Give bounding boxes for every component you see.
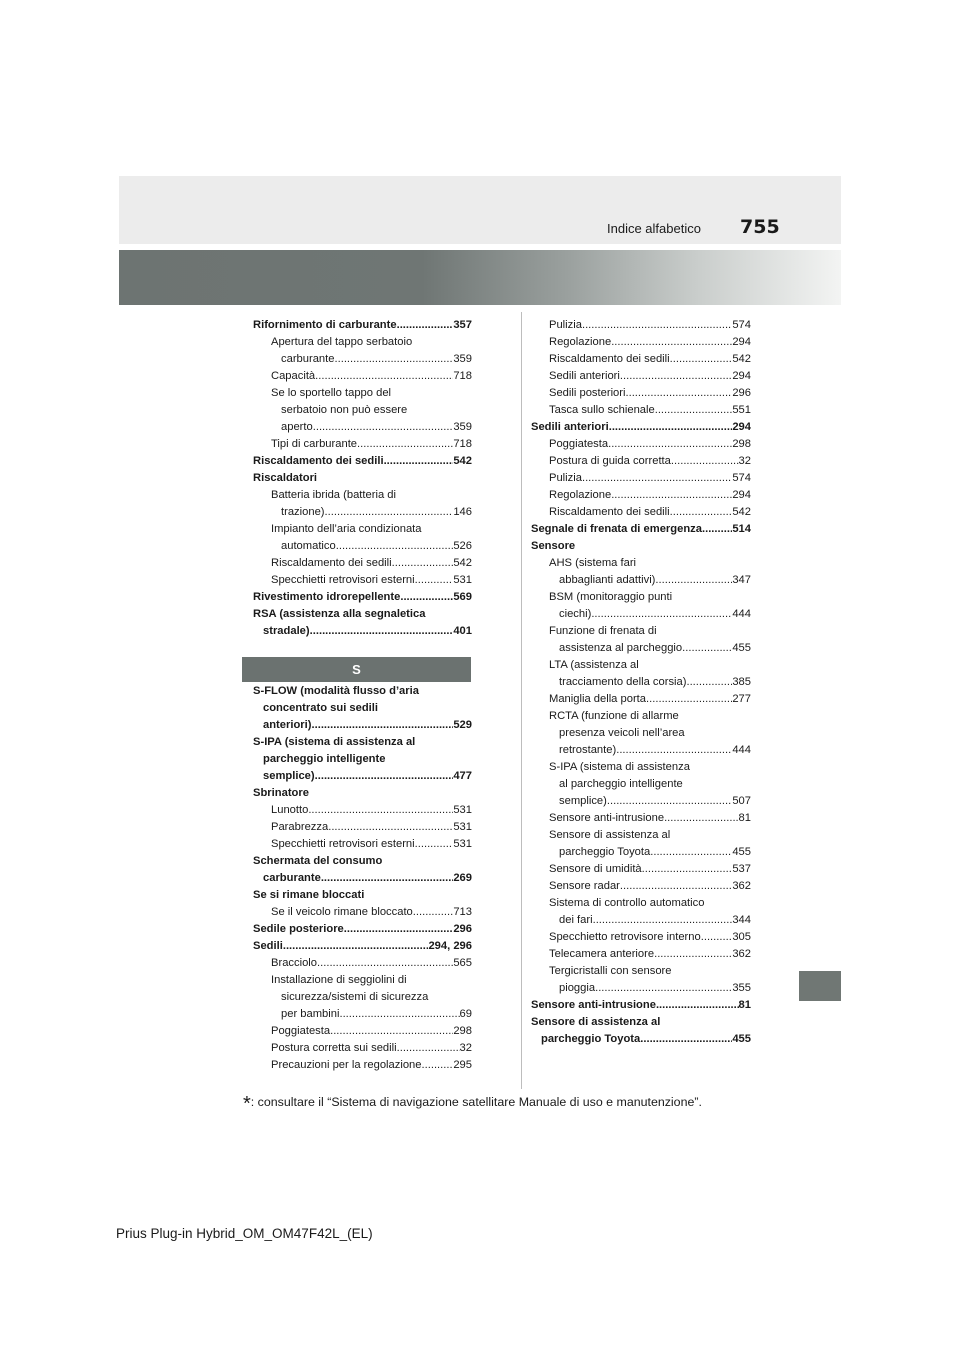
index-entry-page: 359	[453, 421, 472, 433]
index-entry-term: pioggia	[559, 982, 596, 994]
dot-leader	[335, 351, 454, 368]
index-entry	[253, 683, 472, 734]
index-entry-line: Impianto dell’aria condizionata	[271, 523, 422, 535]
index-entry-line: Sensore	[531, 540, 576, 552]
index-entry-term: Specchietto retrovisore interno	[549, 931, 701, 943]
index-entry-term: assistenza al parcheggio	[559, 642, 683, 654]
dot-leader	[283, 938, 429, 955]
index-entry-term: carburante	[281, 353, 335, 365]
index-entry-line: Sensore di assistenza al	[531, 1016, 661, 1028]
index-entry-page: 401	[453, 625, 472, 637]
index-entry-term: Regolazione	[549, 489, 612, 501]
index-entry-term: Riscaldamento dei sedili	[271, 557, 392, 569]
page-title: Indice alfabetico	[607, 221, 701, 236]
index-entry	[253, 887, 472, 904]
index-entry-term: per bambini	[281, 1008, 340, 1020]
dot-leader	[671, 453, 739, 470]
footnote-text: : consultare il “Sistema di navigazione satellitare Manuale di uso e manutenzione”.	[250, 1095, 702, 1109]
index-entry-line: S-IPA (sistema di assistenza	[549, 761, 690, 773]
index-entry-line: Batteria ibrida (batteria di	[271, 489, 396, 501]
index-entry-line: concentrato sui sedili	[263, 702, 379, 714]
index-entry-line: Sbrinatore	[253, 787, 309, 799]
dot-leader	[384, 453, 454, 470]
index-entry-page: 507	[732, 795, 751, 807]
index-entry-page: 294	[732, 336, 751, 348]
index-entry-term: carburante	[263, 872, 321, 884]
index-entry-page: 718	[453, 438, 472, 450]
dot-leader	[646, 691, 732, 708]
index-entry-term: tracciamento della corsia)	[559, 676, 687, 688]
dot-leader	[654, 946, 732, 963]
index-entry	[253, 572, 472, 589]
index-entry-page: 294	[732, 489, 751, 501]
index-entry-page: 294	[732, 421, 751, 433]
index-entry	[531, 334, 751, 351]
dot-leader	[686, 674, 732, 691]
dot-leader	[642, 861, 733, 878]
index-entry-term: aperto	[281, 421, 313, 433]
index-entry	[531, 895, 751, 929]
index-entry	[253, 921, 472, 938]
index-entry-term: Precauzioni per la regolazione	[271, 1059, 422, 1071]
index-entry	[531, 691, 751, 708]
dot-leader	[582, 470, 732, 487]
dot-leader	[616, 742, 732, 759]
dot-leader	[670, 351, 733, 368]
index-entry-page: 526	[453, 540, 472, 552]
index-entry-page: 542	[453, 455, 472, 467]
dot-leader	[640, 1031, 732, 1048]
index-entry-term: Bracciolo	[271, 957, 318, 969]
dot-leader	[330, 1023, 453, 1040]
page-number: 755	[740, 216, 780, 238]
section-letter-s: S	[242, 657, 471, 682]
dot-leader	[308, 802, 453, 819]
index-entry-term: retrostante)	[559, 744, 617, 756]
index-entry	[531, 623, 751, 657]
index-entry-term: parcheggio Toyota	[541, 1033, 641, 1045]
index-entry	[253, 453, 472, 470]
index-entry-term: Se il veicolo rimane bloccato	[271, 906, 413, 918]
index-entry-page: 146	[453, 506, 472, 518]
index-entry-line: presenza veicoli nell’area	[559, 727, 685, 739]
index-entry-line: Tergicristalli con sensore	[549, 965, 672, 977]
index-entry-term: Rifornimento di carburante	[253, 319, 397, 331]
dot-leader	[422, 1057, 454, 1074]
index-entry-line: Sensore di assistenza al	[549, 829, 671, 841]
index-entry-term: Pulizia	[549, 472, 582, 484]
dot-leader	[313, 419, 454, 436]
dot-leader	[317, 955, 453, 972]
index-entry-term: Sensore di umidità	[549, 863, 642, 875]
index-entry-term: Tasca sullo schienale	[549, 404, 655, 416]
index-entry-page: 32	[459, 1042, 472, 1054]
index-entry-page: 295	[453, 1059, 472, 1071]
index-entry-page: 344	[732, 914, 751, 926]
index-entry-page: 298	[732, 438, 751, 450]
index-entry	[253, 334, 472, 368]
dot-leader	[656, 997, 739, 1014]
index-entry-line: parcheggio intelligente	[263, 753, 386, 765]
index-entry-line: Schermata del consumo	[253, 855, 383, 867]
index-entry-term: Tipi di carburante	[271, 438, 358, 450]
index-entry	[531, 317, 751, 334]
header-gradient-bar	[119, 250, 841, 305]
index-entry	[531, 827, 751, 861]
dot-leader	[321, 870, 454, 887]
index-entry	[531, 997, 751, 1014]
index-entry	[531, 589, 751, 623]
index-entry-term: Regolazione	[549, 336, 612, 348]
index-entry-term: Segnale di frenata di emergenza	[531, 523, 702, 535]
index-entry-line: al parcheggio intelligente	[559, 778, 683, 790]
index-entry-page: 537	[732, 863, 751, 875]
dot-leader	[591, 606, 732, 623]
index-entry-term: Capacità	[271, 370, 316, 382]
index-entry-term: Sedili	[253, 940, 283, 952]
index-entry-term: Sensore anti-intrusione	[531, 999, 656, 1011]
dot-leader	[611, 487, 732, 504]
index-entry	[531, 368, 751, 385]
column-divider	[521, 312, 522, 1089]
index-entry-term: semplice)	[263, 770, 315, 782]
index-entry-page: 455	[732, 1033, 751, 1045]
index-entry-page: 362	[732, 880, 751, 892]
dot-leader	[593, 912, 733, 929]
index-column-left-bottom	[253, 683, 472, 1074]
index-entry	[253, 802, 472, 819]
index-entry	[531, 402, 751, 419]
index-entry-term: Poggiatesta	[549, 438, 609, 450]
index-entry	[531, 385, 751, 402]
index-entry	[253, 819, 472, 836]
index-entry-page: 531	[453, 804, 472, 816]
dot-leader	[357, 436, 453, 453]
index-entry-term: anteriori)	[263, 719, 312, 731]
index-entry-term: Parabrezza	[271, 821, 329, 833]
index-entry	[531, 946, 751, 963]
document-footer: Prius Plug-in Hybrid_OM_OM47F42L_(EL)	[116, 1226, 373, 1241]
index-entry-line: Installazione di seggiolini di	[271, 974, 407, 986]
index-entry	[253, 555, 472, 572]
index-entry	[531, 555, 751, 589]
index-entry-page: 277	[732, 693, 751, 705]
index-entry	[253, 785, 472, 802]
index-entry-page: 347	[732, 574, 751, 586]
dot-leader	[397, 1040, 460, 1057]
dot-leader	[312, 717, 454, 734]
index-entry-line: RSA (assistenza alla segnaletica	[253, 608, 426, 620]
dot-leader	[625, 385, 732, 402]
index-entry	[253, 368, 472, 385]
index-entry-line: S-FLOW (modalità flusso d’aria	[253, 685, 419, 697]
index-entry-term: Sedili anteriori	[549, 370, 620, 382]
index-entry-line: LTA (assistenza al	[549, 659, 639, 671]
index-entry	[253, 1040, 472, 1057]
index-entry	[253, 836, 472, 853]
index-entry-term: Sedili anteriori	[531, 421, 609, 433]
index-entry-line: Apertura del tappo serbatoio	[271, 336, 413, 348]
dot-leader	[582, 317, 732, 334]
index-entry-page: 542	[732, 506, 751, 518]
dot-leader	[400, 589, 453, 606]
index-entry	[253, 955, 472, 972]
index-entry-page: 69	[459, 1008, 472, 1020]
index-entry-page: 444	[732, 744, 751, 756]
index-entry	[531, 470, 751, 487]
dot-leader	[339, 1006, 459, 1023]
index-entry	[253, 904, 472, 921]
index-entry-page: 444	[732, 608, 751, 620]
index-entry	[253, 385, 472, 436]
index-entry-page: 514	[732, 523, 751, 535]
dot-leader	[701, 929, 733, 946]
index-entry-page: 531	[453, 838, 472, 850]
index-entry-page: 355	[732, 982, 751, 994]
index-entry-page: 574	[732, 472, 751, 484]
index-entry	[531, 504, 751, 521]
index-entry-line: sicurezza/sistemi di sicurezza	[281, 991, 429, 1003]
index-entry-page: 542	[732, 353, 751, 365]
index-entry	[253, 436, 472, 453]
index-entry	[531, 963, 751, 997]
header-band	[119, 176, 841, 244]
index-entry-page: 298	[453, 1025, 472, 1037]
index-entry	[253, 470, 472, 487]
dot-leader	[413, 904, 454, 921]
index-entry-page: 718	[453, 370, 472, 382]
index-entry	[253, 938, 472, 955]
index-entry	[253, 1023, 472, 1040]
index-entry	[253, 317, 472, 334]
index-entry-line: BSM (monitoraggio punti	[549, 591, 673, 603]
index-entry-line: AHS (sistema fari	[549, 557, 637, 569]
index-entry	[253, 972, 472, 1023]
index-entry-page: 529	[453, 719, 472, 731]
index-entry-page: 305	[732, 931, 751, 943]
index-entry-page: 81	[738, 999, 751, 1011]
index-entry-page: 713	[453, 906, 472, 918]
index-entry-line: serbatoio non può essere	[281, 404, 408, 416]
dot-leader	[336, 538, 454, 555]
index-column-left-top	[253, 317, 472, 640]
index-entry-term: automatico	[281, 540, 336, 552]
dot-leader	[620, 368, 732, 385]
index-entry-line: Sistema di controllo automatico	[549, 897, 705, 909]
index-entry	[531, 657, 751, 691]
index-column-right	[531, 317, 751, 1048]
footnote	[243, 1093, 702, 1116]
index-entry-page: 569	[453, 591, 472, 603]
index-entry	[531, 861, 751, 878]
index-entry-term: Maniglia della porta	[549, 693, 647, 705]
index-entry	[253, 734, 472, 785]
index-entry	[531, 521, 751, 538]
index-entry-page: 296	[453, 923, 472, 935]
index-entry-page: 81	[738, 812, 751, 824]
index-entry-term: stradale)	[263, 625, 310, 637]
index-entry-term: Riscaldamento dei sedili	[549, 353, 670, 365]
dot-leader	[325, 504, 454, 521]
index-entry-term: semplice)	[559, 795, 607, 807]
index-entry-term: Postura corretta sui sedili	[271, 1042, 397, 1054]
dot-leader	[670, 504, 733, 521]
index-entry-term: trazione)	[281, 506, 325, 518]
dot-leader	[655, 572, 732, 589]
index-entry-page: 294, 296	[428, 940, 472, 952]
index-entry-page: 357	[453, 319, 472, 331]
index-entry-page: 385	[732, 676, 751, 688]
index-entry-term: ciechi)	[559, 608, 592, 620]
index-entry-line: Riscaldatori	[253, 472, 318, 484]
index-entry-page: 269	[453, 872, 472, 884]
index-entry-term: Poggiatesta	[271, 1025, 331, 1037]
index-entry	[531, 487, 751, 504]
index-entry	[531, 351, 751, 368]
dot-leader	[595, 980, 732, 997]
dot-leader	[608, 436, 732, 453]
index-entry-page: 477	[453, 770, 472, 782]
dot-leader	[655, 402, 733, 419]
dot-leader	[650, 844, 732, 861]
index-entry	[253, 606, 472, 640]
section-tab-marker	[799, 971, 841, 1001]
dot-leader	[315, 368, 453, 385]
index-entry-line: Se si rimane bloccati	[253, 889, 365, 901]
index-entry	[531, 759, 751, 810]
index-entry-page: 531	[453, 821, 472, 833]
index-entry-line: RCTA (funzione di allarme	[549, 710, 679, 722]
dot-leader	[682, 640, 732, 657]
index-entry	[531, 538, 751, 555]
dot-leader	[392, 555, 454, 572]
index-entry-term: abbaglianti adattivi)	[559, 574, 656, 586]
index-entry	[531, 810, 751, 827]
index-entry	[253, 487, 472, 521]
index-entry-term: Postura di guida corretta	[549, 455, 671, 467]
index-entry	[531, 878, 751, 895]
index-entry-line: Se lo sportello tappo del	[271, 387, 392, 399]
index-entry-page: 359	[453, 353, 472, 365]
index-entry	[531, 708, 751, 759]
index-entry-term: Pulizia	[549, 319, 582, 331]
index-entry	[253, 521, 472, 555]
index-entry-term: Sensore radar	[549, 880, 620, 892]
index-entry-line: S-IPA (sistema di assistenza al	[253, 736, 416, 748]
index-entry-term: Specchietti retrovisori esterni	[271, 574, 415, 586]
dot-leader	[620, 878, 732, 895]
dot-leader	[310, 623, 454, 640]
index-entry-term: Lunotto	[271, 804, 309, 816]
dot-leader	[415, 836, 454, 853]
index-entry-term: dei fari	[559, 914, 593, 926]
index-entry-page: 362	[732, 948, 751, 960]
index-entry-page: 455	[732, 846, 751, 858]
index-entry-page: 551	[732, 404, 751, 416]
dot-leader	[315, 768, 454, 785]
index-entry-term: Riscaldamento dei sedili	[549, 506, 670, 518]
dot-leader	[397, 317, 454, 334]
dot-leader	[344, 921, 454, 938]
index-entry-page: 542	[453, 557, 472, 569]
index-entry	[531, 419, 751, 436]
index-entry-term: Specchietti retrovisori esterni	[271, 838, 415, 850]
index-entry-page: 294	[732, 370, 751, 382]
index-entry-page: 296	[732, 387, 751, 399]
dot-leader	[702, 521, 732, 538]
index-entry-page: 565	[453, 957, 472, 969]
index-entry-term: Sedile posteriore	[253, 923, 344, 935]
index-entry-line: Funzione di frenata di	[549, 625, 657, 637]
dot-leader	[415, 572, 454, 589]
dot-leader	[328, 819, 453, 836]
index-entry-page: 32	[738, 455, 751, 467]
index-entry-page: 574	[732, 319, 751, 331]
index-entry	[531, 453, 751, 470]
index-entry-term: Riscaldamento dei sedili	[253, 455, 384, 467]
index-entry	[531, 929, 751, 946]
dot-leader	[664, 810, 738, 827]
dot-leader	[609, 419, 733, 436]
index-entry-term: Sedili posteriori	[549, 387, 626, 399]
dot-leader	[611, 334, 732, 351]
index-entry	[531, 1014, 751, 1048]
index-entry-term: Rivestimento idrorepellente	[253, 591, 401, 603]
index-entry-page: 531	[453, 574, 472, 586]
index-entry	[253, 589, 472, 606]
index-entry-term: Telecamera anteriore	[549, 948, 655, 960]
footnote-asterisk: *	[243, 1093, 251, 1115]
index-entry-term: parcheggio Toyota	[559, 846, 651, 858]
index-entry-term: Sensore anti-intrusione	[549, 812, 665, 824]
index-entry-page: 455	[732, 642, 751, 654]
dot-leader	[607, 793, 732, 810]
index-entry	[253, 853, 472, 887]
index-entry	[253, 1057, 472, 1074]
index-entry	[531, 436, 751, 453]
